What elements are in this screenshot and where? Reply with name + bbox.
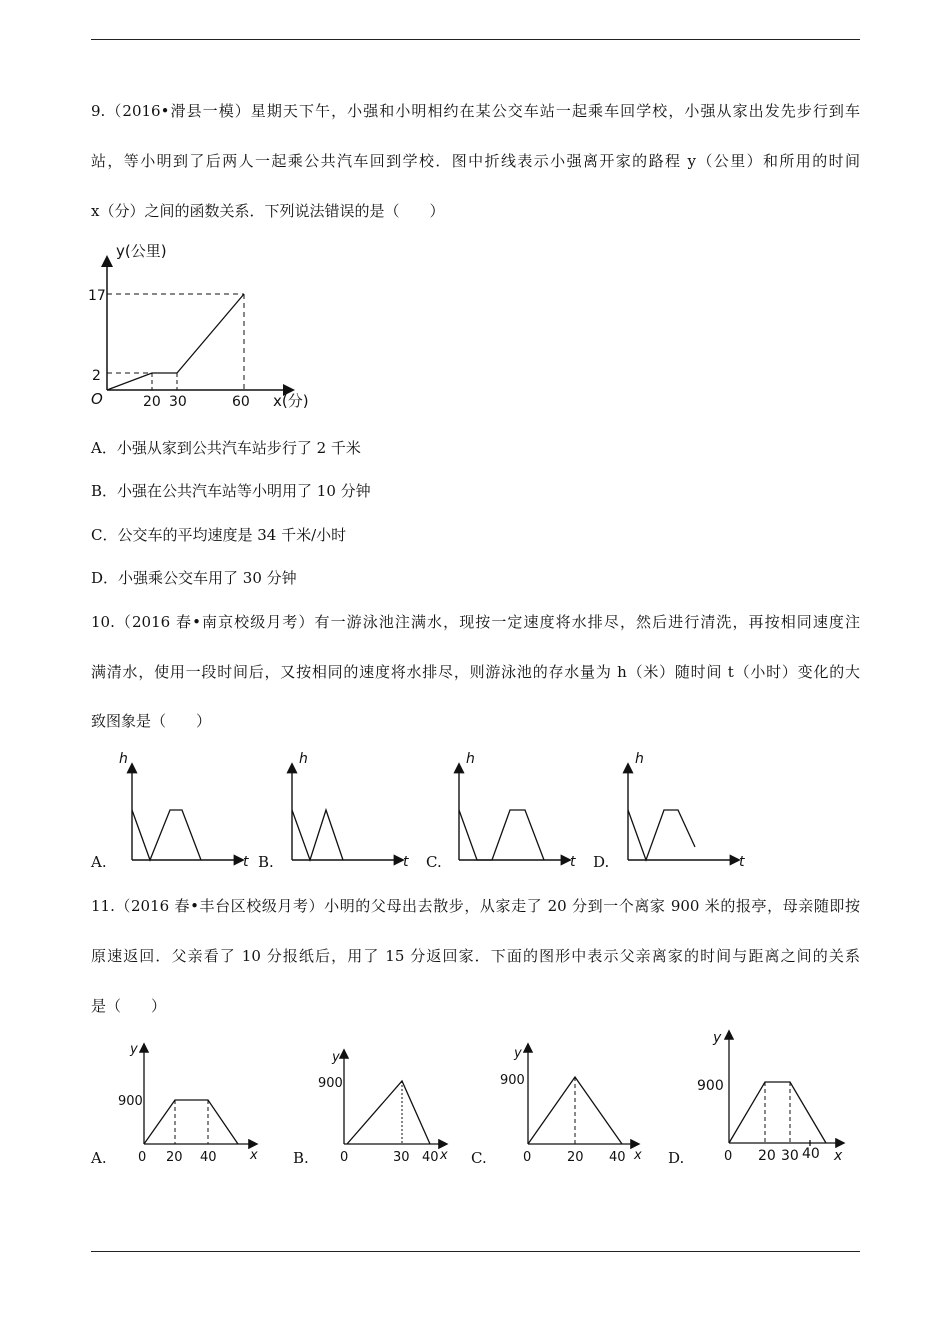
- q11-graph-d: [695, 1028, 855, 1168]
- q9-y-label: y(公里): [116, 242, 167, 260]
- q11b-x-tick-2: 40: [422, 1150, 439, 1165]
- q10b-curve: [292, 810, 343, 860]
- q10-option-a-label: A.: [91, 853, 107, 871]
- q11c-origin: 0: [523, 1150, 532, 1165]
- q9-line-1: 9.（2016•滑县一模）星期天下午，小强和小明相约在某公交车站一起乘车回学校，小强从家出发先步行到车: [91, 102, 860, 120]
- q11-line-1: 11.（2016 春•丰台区校级月考）小明的父母出去散步，从家走了 20 分到一个离家 900 米的报亭，母亲随即按: [91, 897, 860, 915]
- q11-option-a-label: A.: [91, 1149, 107, 1167]
- q11c-y-tick: 900: [500, 1073, 525, 1088]
- q11-option-c-label: C.: [471, 1149, 487, 1167]
- header-rule: [91, 39, 860, 40]
- q11d-y-tick: 900: [697, 1078, 724, 1094]
- q9-option-c: C．公交车的平均速度是 34 千米/小时: [91, 526, 347, 544]
- q9-option-d: D．小强乘公交车用了 30 分钟: [91, 569, 297, 587]
- q10-line-1: 10.（2016 春•南京校级月考）有一游泳池注满水，现按一定速度将水排尽，然后进行清洗，再按相同速度注: [91, 613, 860, 631]
- q11c-y-label: y: [514, 1046, 522, 1061]
- q11d-curve: [729, 1082, 826, 1143]
- q11d-x-tick-2: 30: [781, 1148, 799, 1164]
- q9-y-tick-2: 2: [92, 368, 101, 384]
- q11-graph-b: [316, 1035, 466, 1165]
- q10a-x-label: t: [243, 854, 249, 870]
- q11a-curve: [144, 1100, 238, 1144]
- q11b-origin: 0: [340, 1150, 349, 1165]
- q9-option-b: B．小强在公共汽车站等小明用了 10 分钟: [91, 482, 371, 500]
- q10b-x-label: t: [403, 854, 409, 870]
- q9-option-a: A．小强从家到公共汽车站步行了 2 千米: [91, 439, 361, 457]
- q10-line-2: 满清水，使用一段时间后，又按相同的速度将水排尽，则游泳池的存水量为 h（米）随时间 t（小时）变化的大: [91, 663, 860, 681]
- q11a-origin: 0: [138, 1150, 147, 1165]
- q10-graph-c: [442, 745, 582, 870]
- q10-option-c-label: C.: [426, 853, 442, 871]
- q9-function-line: [107, 294, 244, 390]
- footer-rule: [91, 1251, 860, 1252]
- q9-x-tick-20: 20: [143, 394, 161, 410]
- q11a-x-label: x: [250, 1148, 258, 1163]
- q11-option-b-label: B.: [293, 1149, 309, 1167]
- q11-graph-c: [498, 1035, 648, 1165]
- q9-line-3: x（分）之间的函数关系．下列说法错误的是（ ）: [91, 202, 445, 220]
- q11-line-2: 原速返回．父亲看了 10 分报纸后，用了 15 分返回家．下面的图形中表示父亲离家的时间与距离之间的关系: [91, 947, 860, 965]
- q10d-y-label: h: [635, 751, 644, 767]
- q11c-x-tick-1: 20: [567, 1150, 584, 1165]
- q11d-x-tick-1: 20: [758, 1148, 776, 1164]
- q9-y-tick-17: 17: [88, 288, 106, 304]
- q11b-y-tick: 900: [318, 1076, 343, 1091]
- q9-x-tick-30: 30: [169, 394, 187, 410]
- q11a-y-label: y: [130, 1042, 138, 1057]
- q9-origin: O: [91, 390, 103, 408]
- q10c-x-label: t: [570, 854, 576, 870]
- q11a-x-tick-2: 40: [200, 1150, 217, 1165]
- q11a-y-tick: 900: [118, 1094, 143, 1109]
- q11d-origin: 0: [724, 1149, 733, 1164]
- q11-graph-a: [116, 1035, 266, 1165]
- q11d-x-label: x: [834, 1148, 843, 1164]
- q10a-y-label: h: [119, 751, 128, 767]
- q11d-y-label: y: [713, 1030, 722, 1046]
- q10-graph-b: [275, 745, 415, 870]
- q10-graph-a: [115, 745, 255, 870]
- q10c-curve: [459, 810, 544, 860]
- q11c-x-tick-2: 40: [609, 1150, 626, 1165]
- q11b-x-label: x: [440, 1148, 448, 1163]
- q11-line-3: 是（ ）: [91, 997, 167, 1015]
- q10a-curve: [132, 810, 201, 860]
- q11b-curve: [347, 1081, 430, 1144]
- q10-line-3: 致图象是（ ）: [91, 712, 212, 730]
- q11c-x-label: x: [634, 1148, 642, 1163]
- q10c-y-label: h: [466, 751, 475, 767]
- q10d-curve: [628, 810, 695, 860]
- q11d-x-tick-3: 40: [802, 1146, 820, 1162]
- q10-graph-d: [611, 745, 751, 870]
- q11b-y-label: y: [332, 1050, 340, 1065]
- q10d-x-label: t: [739, 854, 745, 870]
- q9-line-2: 站，等小明到了后两人一起乘公共汽车回到学校．图中折线表示小强离开家的路程 y（公里）和所用的时间: [91, 152, 860, 170]
- q10-option-d-label: D.: [593, 853, 610, 871]
- q9-graph: [82, 236, 322, 416]
- q11b-x-tick-1: 30: [393, 1150, 410, 1165]
- q10-option-b-label: B.: [258, 853, 274, 871]
- q11a-x-tick-1: 20: [166, 1150, 183, 1165]
- q11-option-d-label: D.: [668, 1149, 685, 1167]
- q9-x-label: x(分): [273, 392, 309, 410]
- q9-x-tick-60: 60: [232, 394, 250, 410]
- q10b-y-label: h: [299, 751, 308, 767]
